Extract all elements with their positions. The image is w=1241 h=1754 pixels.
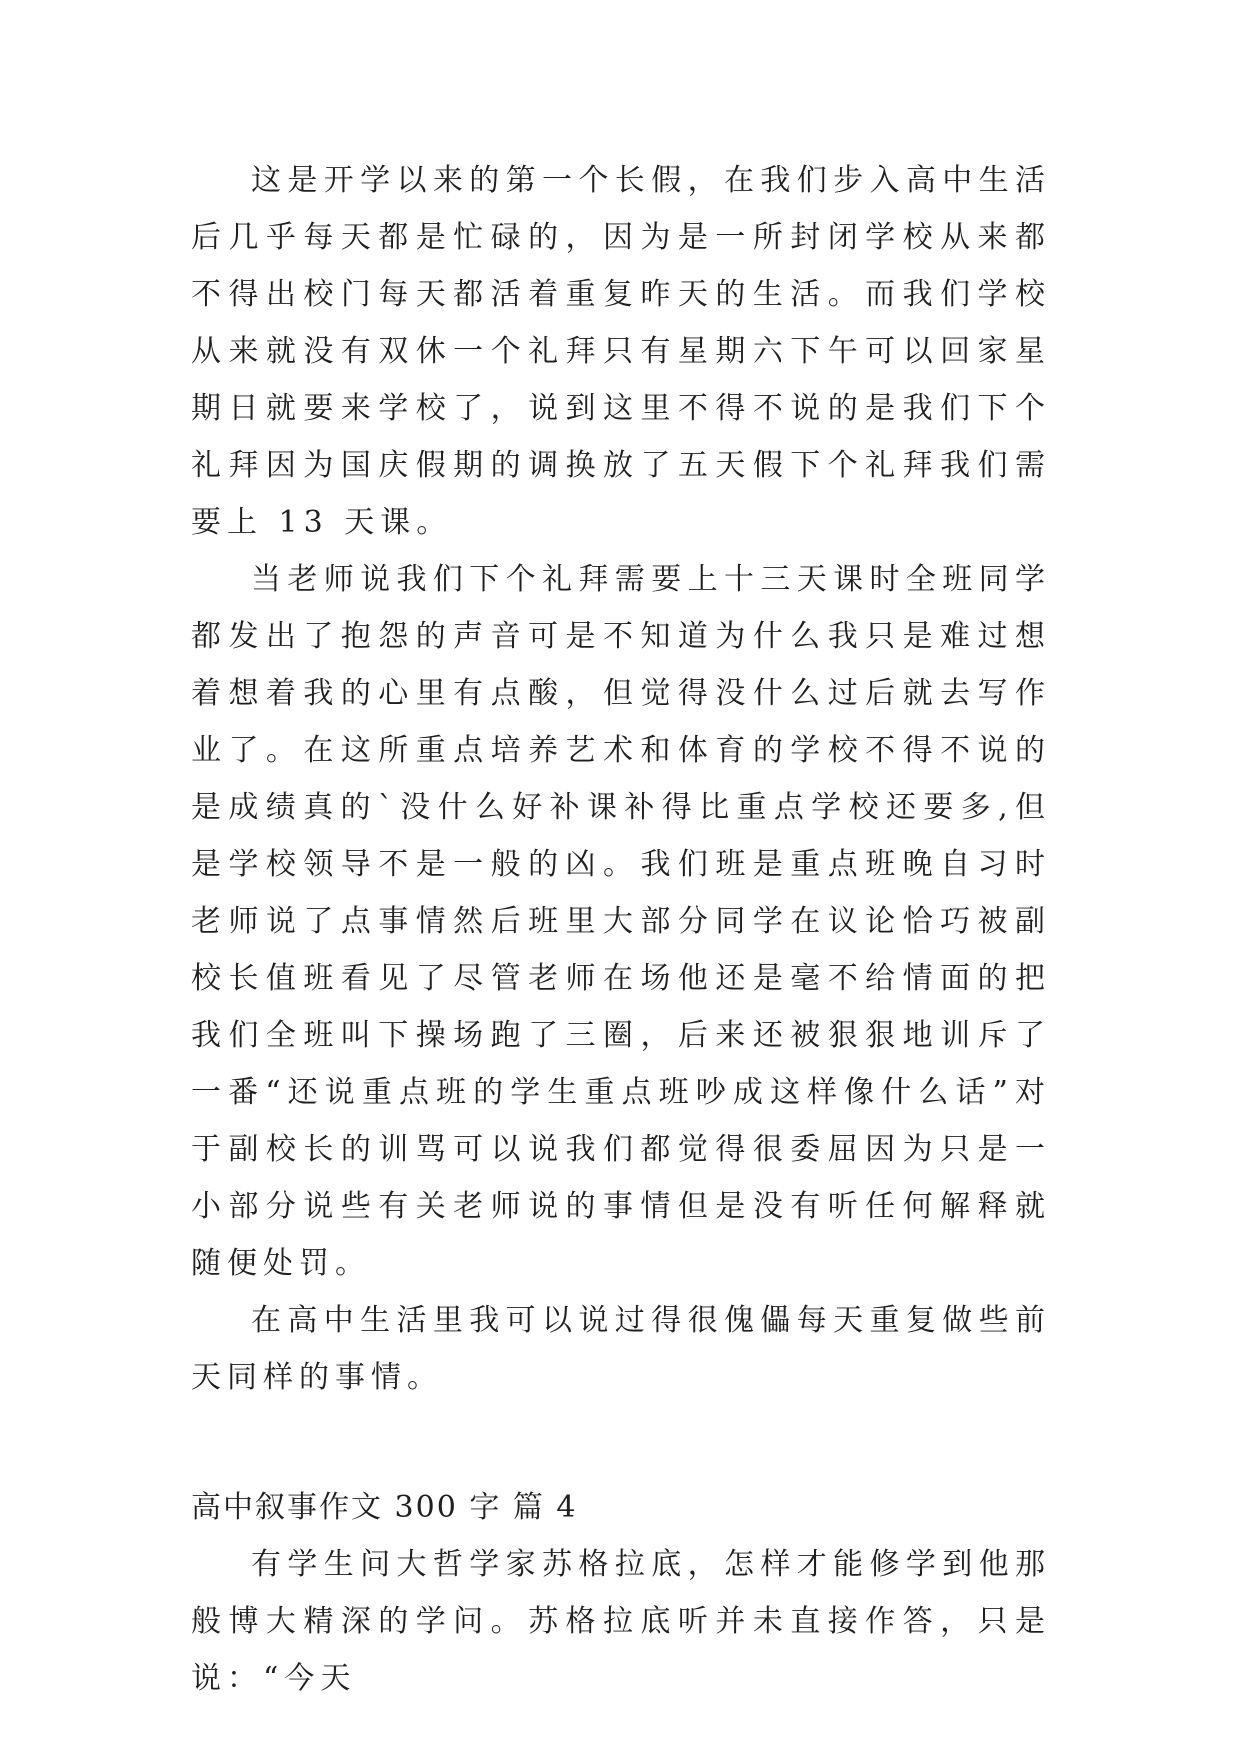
paragraph-1: 这是开学以来的第一个长假，在我们步入高中生活后几乎每天都是忙碌的，因为是一所封闭学校从来都不得出校门每天都活着重复昨天的生活。而我们学校从来就没有双休一个礼拜只有星期六下午可以回家星期日就要来学校了，说到这里不得不说的是我们下个礼拜因为国庆假期的调换放了五天假下个礼拜我们需要上 13 天课。 (191, 163, 1051, 540)
document-body (191, 152, 1051, 1707)
paragraph-4: 有学生问大哲学家苏格拉底，怎样才能修学到他那般博大精深的学问。苏格拉底听并未直接作答，只是说：“今天 (191, 1547, 1051, 1696)
section-heading: 高中叙事作文 300 字 篇 4 (191, 1490, 578, 1525)
paragraph-2: 当老师说我们下个礼拜需要上十三天课时全班同学都发出了抱怨的声音可是不知道为什么我只是难过想着想着我的心里有点酸，但觉得没什么过后就去写作业了。在这所重点培养艺术和体育的学校不得不说的是成绩真的`没什么好补课补得比重点学校还要多,但是学校领导不是一般的凶。我们班是重点班晚自习时老师说了点事情然后班里大部分同学在议论恰巧被副校长值班看见了尽管老师在场他还是毫不给情面的把我们全班叫下操场跑了三圈，后来还被狠狠地训斥了一番“还说重点班的学生重点班吵成这样像什么话”对于副校长的训骂可以说我们都觉得很委屈因为只是一小部分说些有关老师说的事情但是没有听任何解释就随便处罚。 (191, 562, 1051, 1281)
paragraph-3: 在高中生活里我可以说过得很傀儡每天重复做些前天同样的事情。 (191, 1303, 1051, 1395)
